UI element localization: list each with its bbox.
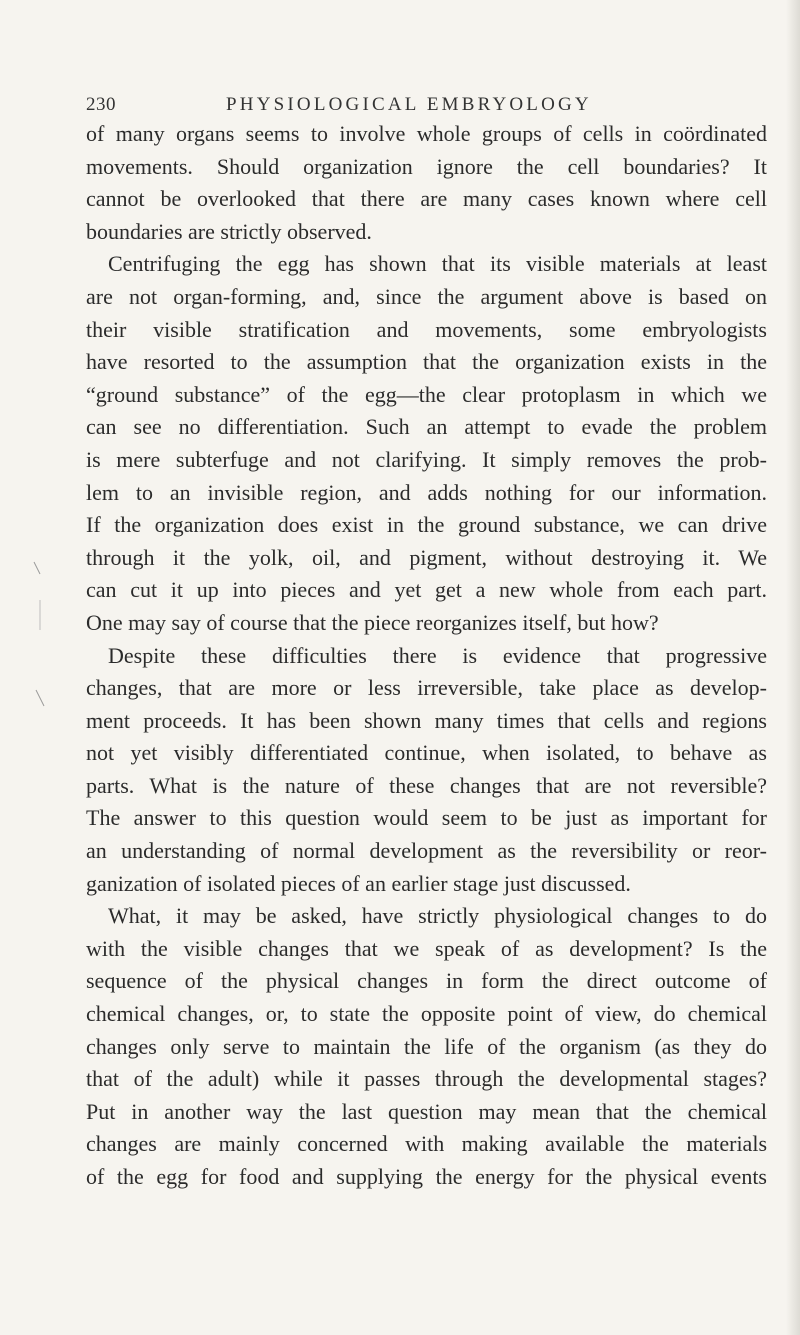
text-line: that of the adult) while it passes through the developmental stages? (86, 1066, 767, 1092)
text-line: chemical changes, or, to state the opposite point of view, do chemical (86, 1001, 767, 1027)
text-line: sequence of the physical changes in form the direct outcome of (86, 968, 767, 994)
text-line: of the egg for food and supplying the energy for the physical events (86, 1164, 767, 1189)
text-line: ganization of isolated pieces of an earlier stage just discussed. (86, 870, 631, 896)
text-line: their visible stratification and movements, some embryologists (86, 316, 767, 342)
page-header (86, 94, 766, 120)
text-line: with the visible changes that we speak of as development? Is the (86, 935, 767, 961)
text-line: The answer to this question would seem to be just as important for (86, 805, 767, 831)
text-line: boundaries are strictly observed. (86, 218, 372, 244)
running-head: PHYSIOLOGICAL EMBRYOLOGY (226, 94, 592, 115)
text-line: parts. What is the nature of these changes that are not reversible? (86, 772, 767, 798)
text-line: of many organs seems to involve whole groups of cells in coördinated (86, 121, 767, 146)
margin-pencil-marks (30, 560, 50, 710)
text-line: is mere subterfuge and not clarifying. It simply removes the prob- (86, 446, 767, 472)
text-line: cannot be overlooked that there are many cases known where cell (86, 186, 767, 212)
text-line: are not organ-forming, and, since the argument above is based on (86, 283, 767, 309)
text-line: What, it may be asked, have strictly physiological changes to do (108, 903, 767, 929)
text-line: through it the yolk, oil, and pigment, without destroying it. We (86, 544, 767, 570)
text-line: Centrifuging the egg has shown that its visible materials at least (108, 251, 767, 277)
text-line: changes are mainly concerned with making available the materials (86, 1131, 767, 1157)
text-line: If the organization does exist in the ground substance, we can drive (86, 512, 767, 538)
text-line: an understanding of normal development as the reversibility or reor- (86, 838, 767, 864)
text-line: changes, that are more or less irreversible, take place as develop- (86, 675, 767, 701)
text-line: “ground substance” of the egg—the clear protoplasm in which we (86, 381, 767, 407)
text-line: can see no differentiation. Such an attempt to evade the problem (86, 414, 767, 440)
text-line: One may say of course that the piece reorganizes itself, but how? (86, 609, 659, 635)
text-line: lem to an invisible region, and adds nothing for our information. (86, 479, 767, 505)
text-line: ment proceeds. It has been shown many times that cells and regions (86, 707, 767, 733)
text-line: Put in another way the last question may mean that the chemical (86, 1098, 767, 1124)
page-edge-shadow (786, 0, 800, 1335)
text-line: can cut it up into pieces and yet get a new whole from each part. (86, 577, 767, 603)
text-line: Despite these difficulties there is evidence that progressive (108, 642, 767, 668)
text-line: not yet visibly differentiated continue, when isolated, to behave as (86, 740, 767, 766)
body-text (86, 118, 767, 1194)
text-line: changes only serve to maintain the life of the organism (as they do (86, 1033, 767, 1059)
text-line: have resorted to the assumption that the organization exists in the (86, 349, 767, 375)
text-line: movements. Should organization ignore the cell boundaries? It (86, 153, 767, 179)
page-number: 230 (86, 94, 116, 115)
